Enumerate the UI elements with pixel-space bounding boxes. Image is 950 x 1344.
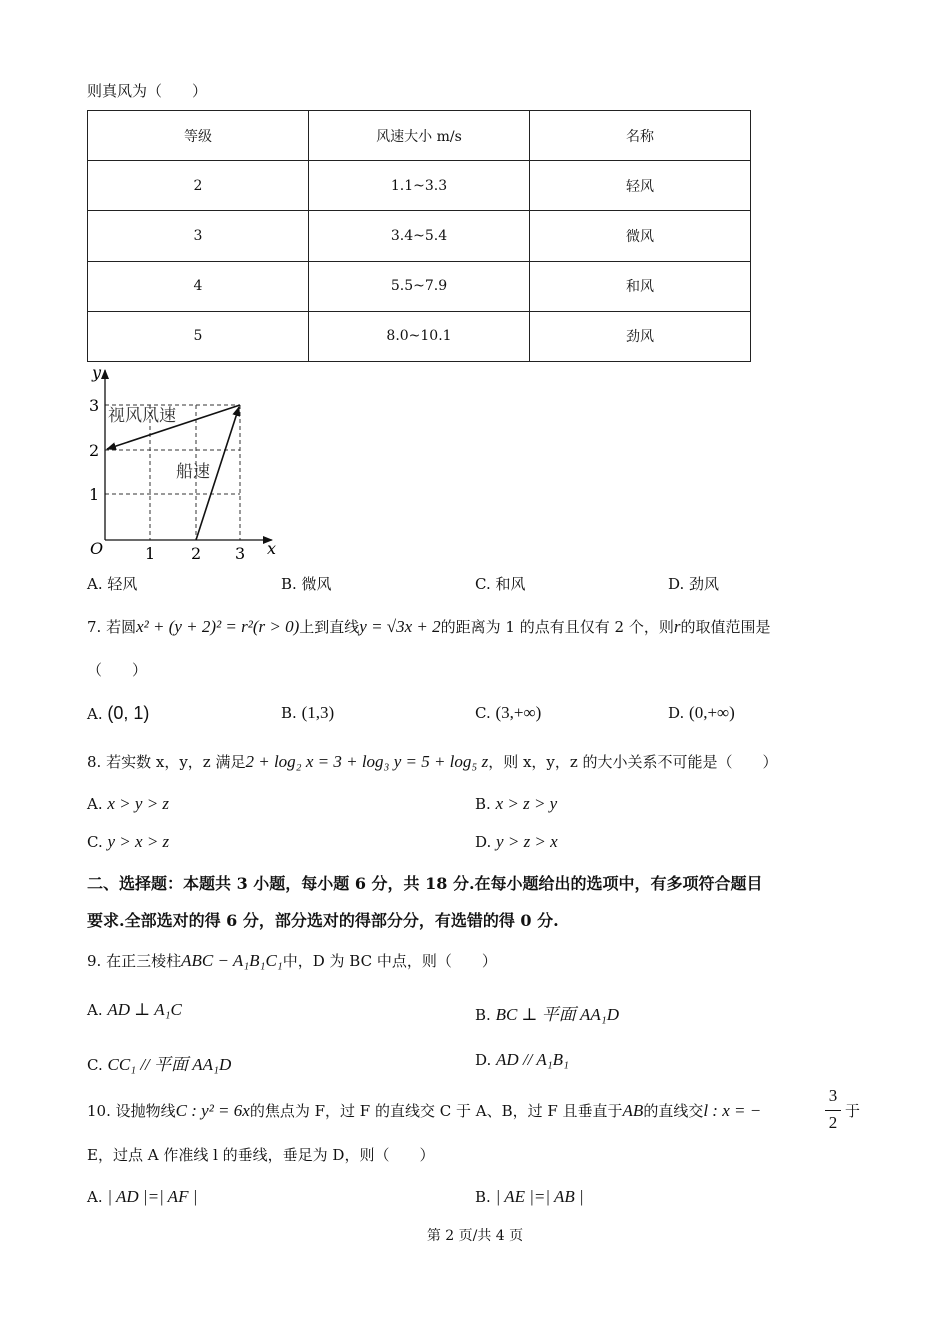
y-tick-label: 1 [89, 485, 100, 504]
q9-option-b [475, 1000, 619, 1025]
option-label: B. [475, 795, 491, 813]
option-label: B. [475, 1188, 491, 1206]
question-text: 中，D 为 BC 中点，则（ ） [282, 952, 497, 970]
x-tick-label: 3 [235, 544, 246, 563]
option-label: A. [87, 795, 103, 813]
option-value: (0, 1) [107, 703, 150, 723]
log-equation: 2 + log₂ x = 3 + log₃ y = 5 + log₅ z [245, 752, 489, 771]
option-label: D. [668, 704, 685, 722]
x-tick-label: 2 [191, 544, 202, 563]
table-row [88, 311, 751, 361]
question-8 [87, 751, 778, 772]
table-cell: 微风 [530, 211, 751, 261]
parabola-equation: C : y² = 6x [175, 1101, 250, 1120]
table-cell: 轻风 [530, 161, 751, 211]
question-number: 8. [87, 753, 102, 771]
q7-option-d [668, 703, 735, 723]
table-cell: 1.1~3.3 [309, 161, 530, 211]
option-label: D. [475, 833, 492, 851]
y-tick-label: 2 [89, 441, 100, 460]
table-cell: 5 [88, 311, 309, 361]
q7-option-a [87, 703, 149, 724]
apparent-wind-label: 视风风速 [108, 406, 176, 426]
question-text: 的取值范围是 [680, 618, 771, 636]
option-value: BC ⊥ 平面 AA₁D [495, 1005, 619, 1024]
table-header-cell: 等级 [88, 111, 309, 161]
option-label: A. [87, 1001, 103, 1019]
fraction-denominator: 2 [828, 1113, 838, 1132]
q8-option-a [87, 794, 169, 814]
q8-option-b [475, 794, 557, 814]
question-7 [87, 616, 770, 637]
variable-r: r [673, 617, 681, 636]
y-tick-label: 3 [89, 396, 100, 415]
fraction-bar [825, 1110, 841, 1111]
q9-option-a [87, 1000, 182, 1020]
x-axis-label: x [267, 539, 277, 558]
table-header-cell: 名称 [530, 111, 751, 161]
option-label: B. [281, 704, 297, 722]
table-header-row [88, 111, 751, 161]
question-text: 若实数 x，y，z 满足 [106, 753, 246, 771]
option-value: x > y > z [107, 794, 170, 813]
circle-equation: x² + (y + 2)² = r²(r > 0) [136, 617, 300, 636]
table-cell: 和风 [530, 261, 751, 311]
q7-option-b [281, 703, 334, 723]
question-text: 在正三棱柱 [106, 952, 182, 970]
q7-paren: （ ） [87, 661, 148, 679]
option-label: C. [87, 833, 103, 851]
question-text: 于 [845, 1102, 861, 1120]
option-value: | AD |=| AF | [107, 1187, 198, 1206]
q10-line2: E，过点 A 作准线 l 的垂线，垂足为 D，则（ ） [87, 1146, 435, 1164]
option-value: y > x > z [107, 832, 170, 851]
fraction-numerator: 3 [828, 1086, 838, 1105]
section-2-heading-line2: 要求.全部选对的得 6 分，部分选对的得部分分，有选错的得 0 分. [87, 911, 559, 930]
option-value: y > z > x [496, 832, 558, 851]
table-cell: 3 [88, 211, 309, 261]
directrix-equation: l : x = − [703, 1101, 762, 1120]
q10-option-b [475, 1187, 584, 1207]
option-value: (3,+∞) [495, 703, 542, 722]
origin-label: O [90, 539, 104, 558]
question-number: 10. [87, 1102, 111, 1120]
option-value: (1,3) [301, 703, 335, 722]
question-text: ，则 x，y，z 的大小关系不可能是（ ） [488, 753, 778, 771]
question-text: 的距离为 1 的点有且仅有 2 个，则 [440, 618, 674, 636]
table-cell: 2 [88, 161, 309, 211]
line-equation: y = √3x + 2 [359, 617, 441, 636]
table-row [88, 161, 751, 211]
option-label: C. [475, 704, 491, 722]
prism-name: ABC − A₁B₁C₁ [181, 951, 283, 970]
question-text: 设抛物线 [115, 1102, 176, 1120]
question-9 [87, 950, 497, 971]
q10-option-a [87, 1187, 197, 1207]
option-label: D. [475, 1051, 492, 1069]
ship-speed-label: 船速 [176, 462, 210, 482]
question-number: 9. [87, 952, 102, 970]
option-value: | AE |=| AB | [495, 1187, 584, 1206]
question-number: 7. [87, 618, 102, 636]
section-2-heading-line1: 二、选择题：本题共 3 小题，每小题 6 分，共 18 分.在每小题给出的选项中，有多项符合题目 [87, 874, 763, 893]
q7-option-c [475, 703, 541, 723]
table-row [88, 261, 751, 311]
option-value: AD // A₁B₁ [496, 1050, 569, 1069]
wind-scale-table [87, 110, 751, 362]
q6-option-b: B. 微风 [281, 575, 332, 593]
q6-option-a: A. 轻风 [87, 575, 138, 593]
q6-option-d: D. 劲风 [668, 575, 720, 593]
table-cell: 8.0~10.1 [309, 311, 530, 361]
option-label: A. [87, 705, 103, 723]
option-value: AD ⊥ A₁C [107, 1000, 182, 1019]
option-label: C. [87, 1056, 103, 1074]
option-label: B. [475, 1006, 491, 1024]
question-text: 上到直线 [299, 618, 360, 636]
q6-option-c: C. 和风 [475, 575, 526, 593]
table-row [88, 211, 751, 261]
q6-tail-text: 则真风为（ ） [87, 82, 208, 100]
question-text: 的焦点为 F，过 F 的直线交 C 于 A、B，过 F 且垂直于 [249, 1102, 623, 1120]
question-10 [87, 1100, 761, 1121]
option-value: (0,+∞) [689, 703, 735, 722]
table-cell: 劲风 [530, 311, 751, 361]
q9-option-d [475, 1050, 569, 1070]
q9-option-c [87, 1050, 231, 1075]
table-header-cell: 风速大小 m/s [309, 111, 530, 161]
option-value: CC₁ // 平面 AA₁D [107, 1055, 232, 1074]
table-cell: 5.5~7.9 [309, 261, 530, 311]
option-value: x > z > y [495, 794, 558, 813]
question-text: 若圆 [106, 618, 137, 636]
table-cell: 4 [88, 261, 309, 311]
q8-option-c [87, 832, 169, 852]
option-label: A. [87, 1188, 103, 1206]
question-text: 的直线交 [643, 1102, 704, 1120]
q8-option-d [475, 832, 558, 852]
y-axis-label: y [92, 364, 102, 382]
segment-ab: AB [622, 1101, 644, 1120]
wind-vector-figure [80, 364, 290, 564]
page-footer: 第 2 页/共 4 页 [426, 1228, 524, 1244]
x-tick-label: 1 [145, 544, 156, 563]
table-cell: 3.4~5.4 [309, 211, 530, 261]
